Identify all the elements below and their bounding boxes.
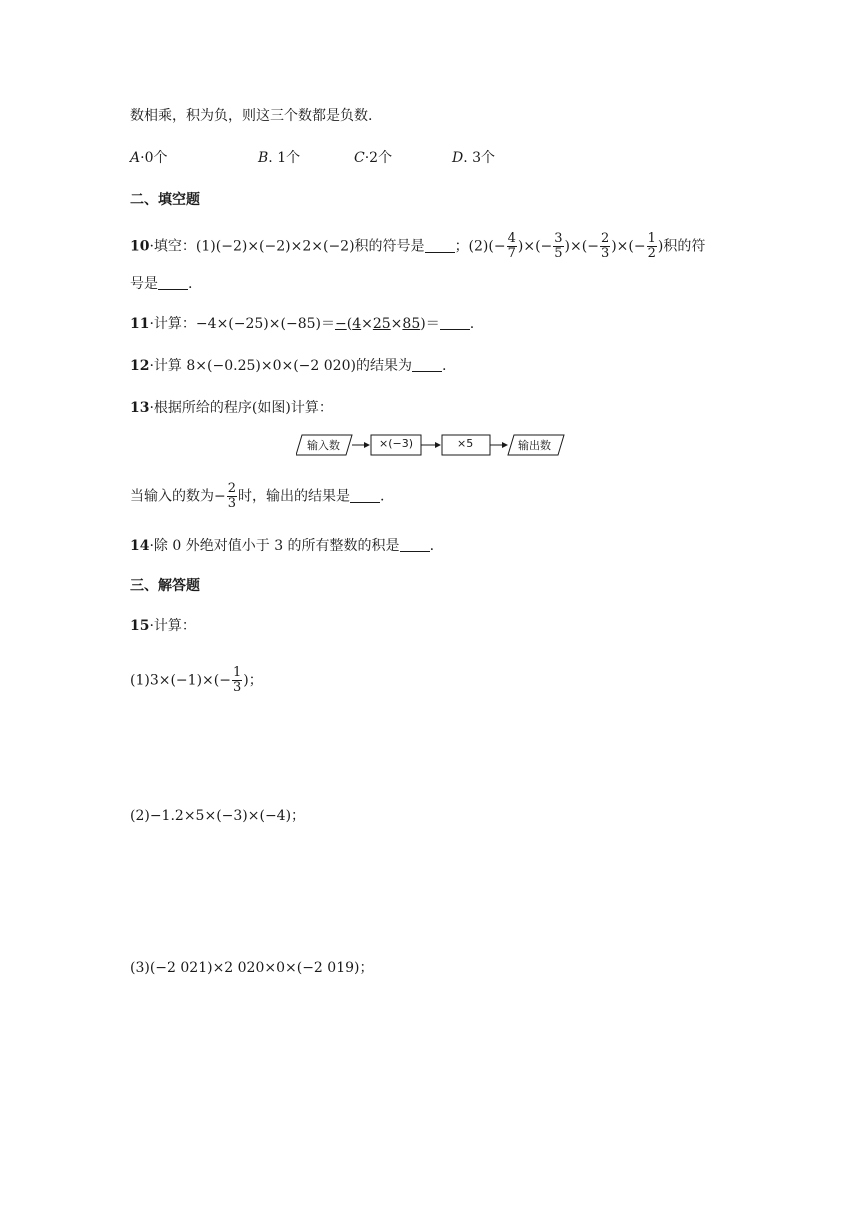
option-b: B. 1个 <box>258 150 301 166</box>
flow-output: 输出数 <box>518 439 551 452</box>
fraction: $\frac{4}{7}$ <box>507 231 516 261</box>
fraction: $\frac{3}{5}$ <box>554 231 563 261</box>
option-d: D. 3个 <box>452 150 496 166</box>
question-10: 10·填空：(1)(−2)×(−2)×2×(−2)积的符号是 ；(2)(− $\frac{4}{7}$ )×(− $\frac{3}{5}$ )×(− $\frac{2}{3}$ )×(− $\frac{1}{2}$ )积的符 <box>130 231 706 261</box>
answer-blank <box>412 357 442 372</box>
question-10-line2: 号是 . <box>130 276 193 292</box>
question-11: 11·计算：−4×(−25)×(−85)＝−(4×25×85)＝ . <box>130 316 475 332</box>
question-15-part3: (3)(−2 021)×2 020×0×(−2 019)； <box>130 960 374 976</box>
option-c: C·2个 <box>354 150 393 166</box>
fraction: $\frac{1}{2}$ <box>647 231 656 261</box>
question-13: 13·根据所给的程序(如图)计算： <box>130 400 333 416</box>
question-15-part1: (1)3×(−1)×(− $\frac{1}{3}$ )； <box>130 665 263 695</box>
answer-blank <box>350 488 380 503</box>
answer-blank <box>440 315 470 330</box>
flow-input: 输入数 <box>307 439 340 452</box>
option-a: A·0个 <box>130 150 168 166</box>
fraction: $\frac{2}{3}$ <box>227 481 237 511</box>
program-flowchart <box>296 432 568 458</box>
question-15-part2: (2)−1.2×5×(−3)×(−4)； <box>130 808 306 824</box>
question-14: 14·除 0 外绝对值小于 3 的所有整数的积是 . <box>130 538 435 554</box>
question-13-line2: 当输入的数为− $\frac{2}{3}$ 时，输出的结果是 . <box>130 481 385 511</box>
section-title-fill-in: 二、填空题 <box>130 192 200 208</box>
question-15: 15·计算： <box>130 618 196 634</box>
fraction: $\frac{1}{3}$ <box>232 665 242 695</box>
fraction: $\frac{2}{3}$ <box>600 231 610 261</box>
flow-step-multiply-5: ×5 <box>457 437 474 450</box>
answer-blank <box>425 238 455 253</box>
previous-question-tail: 数相乘，积为负，则这三个数都是负数. <box>130 108 373 124</box>
answer-blank <box>158 275 188 290</box>
question-12: 12·计算 8×(−0.25)×0×(−2 020)的结果为 . <box>130 358 447 374</box>
answer-blank <box>400 537 430 552</box>
section-title-solve: 三、解答题 <box>130 578 200 594</box>
flow-step-multiply-neg3: ×(−3) <box>379 437 414 450</box>
